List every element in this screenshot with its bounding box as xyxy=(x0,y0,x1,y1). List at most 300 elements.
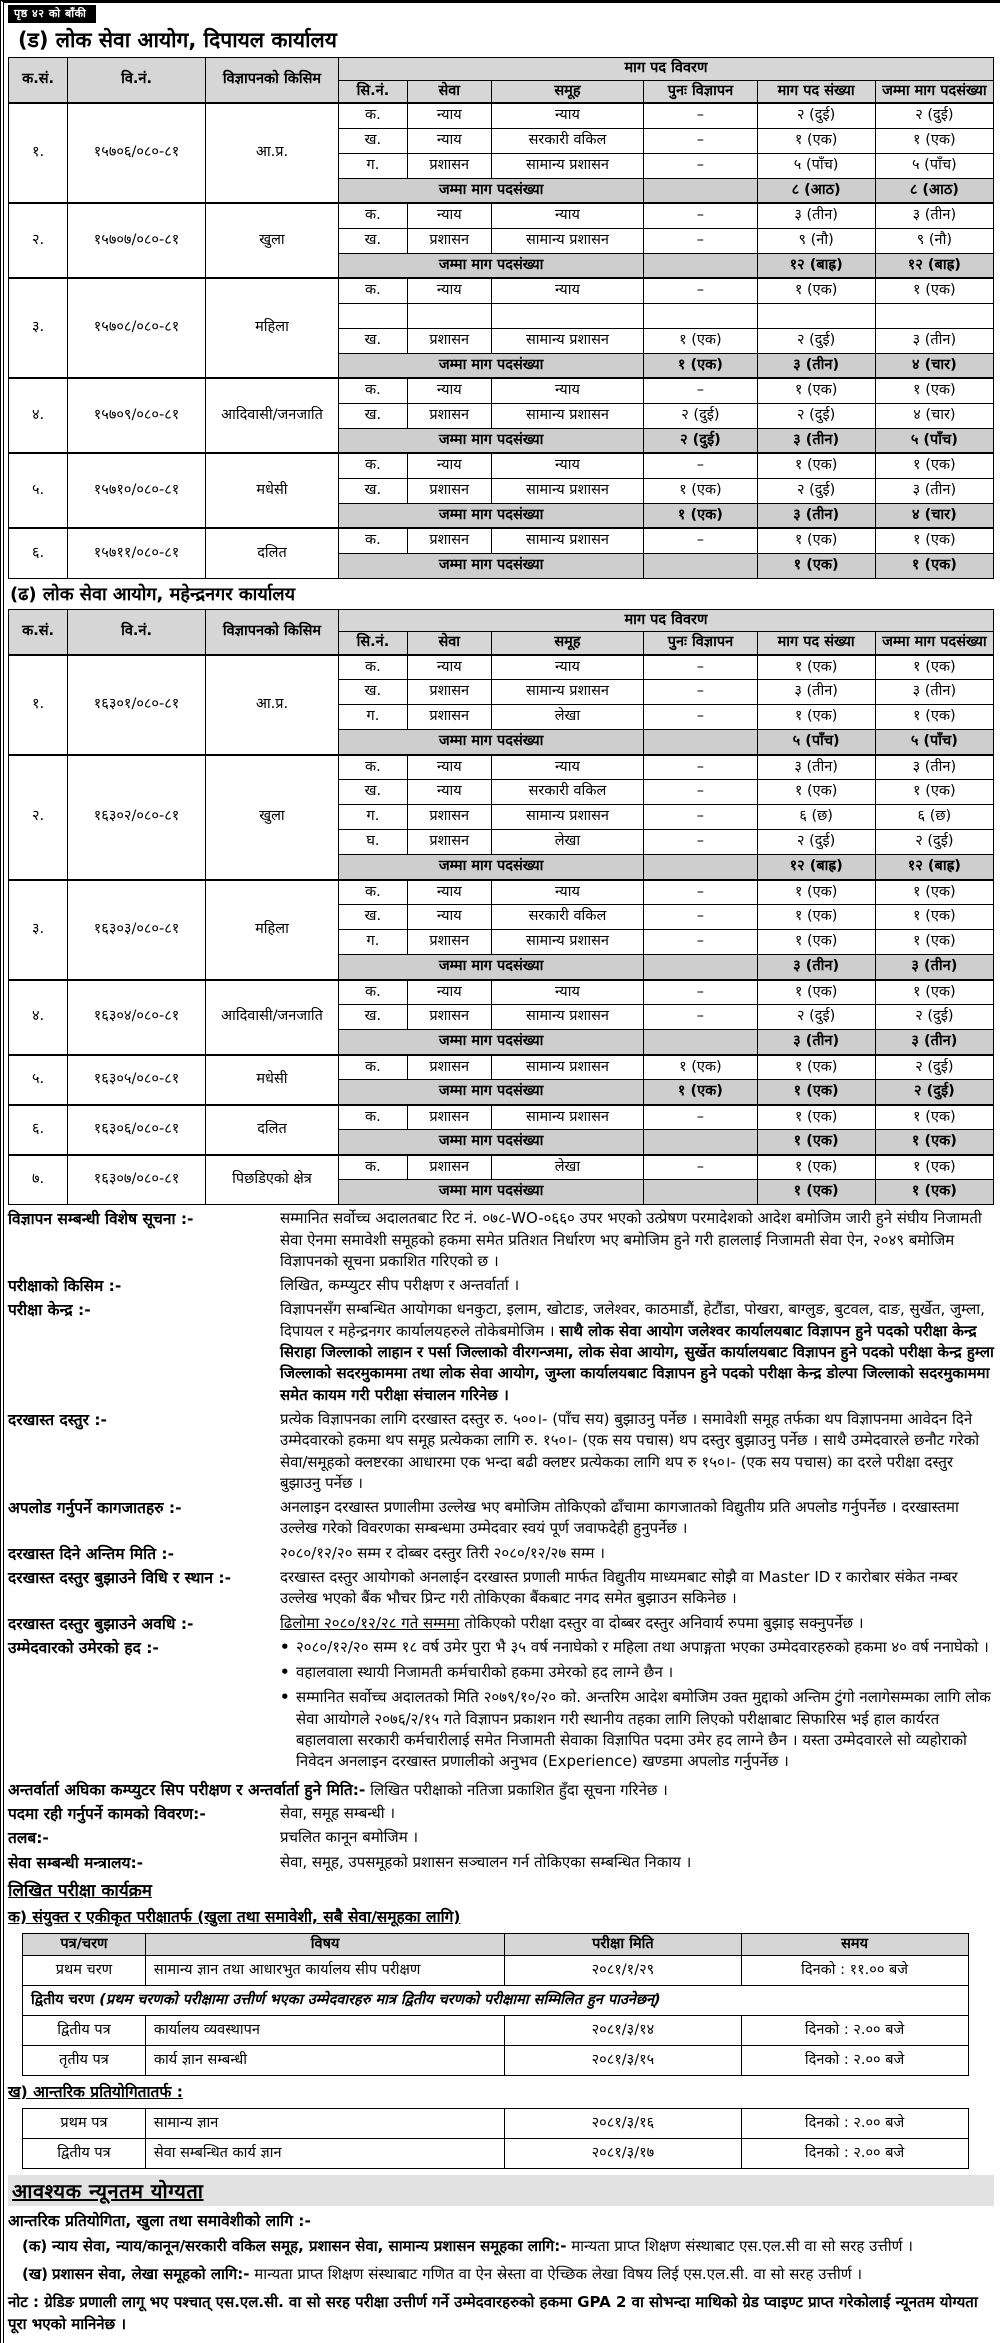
vacancy-sub-row xyxy=(9,980,994,1005)
total-demand-cell: ३ (तीन) xyxy=(757,955,875,980)
service-cell: प्रशासन xyxy=(407,1155,491,1180)
info-value xyxy=(280,1208,994,1273)
service-cell: न्याय xyxy=(407,103,491,128)
exam-date-cell: २०८१/३/१६ xyxy=(505,2109,741,2139)
total-grand-cell: २ (दुई) xyxy=(875,1080,993,1105)
demand-count-cell: १ (एक) xyxy=(757,980,875,1005)
qualification-note xyxy=(8,2292,994,2336)
total-grand-cell: १२ (बाह्र) xyxy=(875,855,993,880)
readvert-cell: – xyxy=(644,755,757,780)
paper-stage-cell: तृतीय पत्र xyxy=(23,2046,146,2076)
service-cell: न्याय xyxy=(407,453,491,478)
text-segment: ढिलोमा २०८०/१२/२८ गते सम्ममा xyxy=(280,1613,460,1632)
total-readvert-cell xyxy=(644,1180,757,1205)
sub-serial-cell: ख. xyxy=(338,128,407,153)
text-segment: २०८०/१२/२० सम्म १८ वर्ष उमेर पुरा भै ३५ वर्ष ननाघेको र महिला तथा अपाङ्गता भएका उम्मेदवारहरुको हकमा ४० वर्ष ननाघेको । xyxy=(296,1637,989,1656)
bullet-item xyxy=(280,1687,994,1772)
service-cell xyxy=(407,303,491,328)
exam-col-header: समय xyxy=(741,1933,968,1956)
sub-serial-cell: क. xyxy=(338,278,407,303)
readvert-cell: – xyxy=(644,1155,757,1180)
service-cell: प्रशासन xyxy=(407,930,491,955)
readvert-cell: – xyxy=(644,1005,757,1030)
advertisement-type-cell: महिला xyxy=(205,880,338,980)
total-readvert-cell xyxy=(644,1030,757,1055)
item-normal-text: मान्यता प्राप्त शिक्षण संस्थाबाट गणित वा ऐन स्रेस्ता वा ऐच्छिक लेखा विषय लिई एस.एल.सी. वा सो सरह उत्तीर्ण । xyxy=(249,2265,863,2284)
info-label: अन्तर्वार्ता अघिका कम्प्युटर सिप परीक्षण र अन्तर्वार्ता हुने मिति:- xyxy=(8,1780,366,1799)
serial-cell: ३. xyxy=(9,880,68,980)
sub-serial-cell: क. xyxy=(338,755,407,780)
advertisement-type-cell: खुला xyxy=(205,755,338,880)
subject-cell: सेवा सम्बन्धित कार्य ज्ञान xyxy=(145,2139,504,2169)
advertisement-number-cell: १६३०४/०८०-८१ xyxy=(68,980,206,1055)
paper-stage-cell: प्रथम पत्र xyxy=(23,2109,146,2139)
note-text: ग्रेडिङ प्रणाली लागू भए पश्चात् एस.एल.सी. वा सो सरह परीक्षा उत्तीर्ण गर्ने उम्मेदवारहरुको हकमा GPA 2 वा सोभन्दा माथिको ग्रेड प्वाइण्ट प्राप्त गरेकोलाई न्यूनतम योग्यता पूरा भएको मानिनेछ । xyxy=(8,2292,978,2333)
header-row-1 xyxy=(9,609,994,632)
readvert-cell: १ (एक) xyxy=(644,328,757,353)
total-count-cell: ४ (चार) xyxy=(875,403,993,428)
col-header: विज्ञापनको किसिम xyxy=(205,58,338,104)
vacancy-table-dipayal xyxy=(8,57,994,579)
demand-count-cell: २ (दुई) xyxy=(757,830,875,855)
exam-date-cell: २०८१/१/२९ xyxy=(505,1956,741,1986)
bullet-text xyxy=(296,1687,994,1772)
sub-col-header: जम्मा माग पदसंख्या xyxy=(875,632,993,655)
demand-header: माग पद विवरण xyxy=(338,58,993,81)
bullet-item xyxy=(280,1637,994,1658)
vacancy-sub-row xyxy=(9,755,994,780)
info-label: दरखास्त दस्तुर बुझाउने अवधि :- xyxy=(8,1614,194,1633)
serial-cell: ७. xyxy=(9,1155,68,1205)
info-paragraph xyxy=(280,1613,994,1634)
service-cell: प्रशासन xyxy=(407,403,491,428)
exam-row xyxy=(23,2016,969,2046)
exam-row xyxy=(23,2109,969,2139)
col-header: वि.नं. xyxy=(68,609,206,655)
group-cell: न्याय xyxy=(491,755,644,780)
total-count-cell: २ (दुई) xyxy=(875,830,993,855)
sub-serial-cell: क. xyxy=(338,103,407,128)
total-count-cell: २ (दुई) xyxy=(875,103,993,128)
group-cell: न्याय xyxy=(491,378,644,403)
text-segment: द्वितीय चरण xyxy=(31,1992,100,2009)
office-title-mahendranagar: (ढ) लोक सेवा आयोग, महेन्द्रनगर कार्यालय xyxy=(10,583,296,605)
serial-cell: ४. xyxy=(9,980,68,1055)
sub-col-header: माग पद संख्या xyxy=(757,632,875,655)
exam-time-cell: दिनको : २.०० बजे xyxy=(741,2046,968,2076)
advertisement-number-cell: १५७११/०८०-८१ xyxy=(68,528,206,578)
demand-header: माग पद विवरण xyxy=(338,609,993,632)
total-demand-cell: ५ (पाँच) xyxy=(757,730,875,755)
paper-stage-cell: द्वितीय पत्र xyxy=(23,2139,146,2169)
info-value xyxy=(280,1567,994,1611)
text-segment: विज्ञापनसँग सम्बन्धित आयोगका धनकुटा, इलाम, खोटाङ, जलेश्वर, काठमाडौं, हेटौंडा, पोखरा, बाग्लुङ, बुटवल, दाङ, सुर्खेत, जुम्ला, दिपायल र महेन्द्रनगर कार्यालयहरुले तोकेबमोजिम । xyxy=(280,1300,985,1340)
serial-cell: १. xyxy=(9,655,68,755)
total-demand-cell: ३ (तीन) xyxy=(757,353,875,378)
info-row xyxy=(8,1567,994,1611)
demand-count-cell xyxy=(757,303,875,328)
header-row-1 xyxy=(9,58,994,81)
total-count-cell: १ (एक) xyxy=(875,453,993,478)
group-cell: सामान्य प्रशासन xyxy=(491,930,644,955)
info-row xyxy=(8,1208,994,1273)
exam-row xyxy=(23,2046,969,2076)
group-cell: सामान्य प्रशासन xyxy=(491,403,644,428)
info-label: विज्ञापन सम्बन्धी विशेष सूचना :- xyxy=(8,1210,194,1229)
total-label-cell: जम्मा माग पदसंख्या xyxy=(338,553,643,578)
advertisement-number-cell: १६३०५/०८०-८१ xyxy=(68,1055,206,1105)
exam-row xyxy=(23,1986,969,2016)
note-label: नोट : xyxy=(8,2292,39,2311)
info-row xyxy=(8,1409,994,1495)
total-count-cell: १ (एक) xyxy=(875,880,993,905)
total-readvert-cell xyxy=(644,1130,757,1155)
text-segment: सेवा, समूह, उपसमूहको प्रशासन सञ्चालन गर्न तोकिएका सम्बन्धित निकाय । xyxy=(280,1852,692,1871)
exam-table-b xyxy=(8,2108,994,2169)
total-count-cell: १ (एक) xyxy=(875,780,993,805)
info-paragraph xyxy=(280,1409,994,1494)
sub-serial-cell: क. xyxy=(338,1055,407,1080)
item-text xyxy=(52,2236,913,2258)
total-count-cell xyxy=(875,303,993,328)
total-count-cell: १ (एक) xyxy=(875,930,993,955)
readvert-cell: – xyxy=(644,930,757,955)
readvert-cell: – xyxy=(644,378,757,403)
info-row xyxy=(8,1803,994,1825)
total-readvert-cell xyxy=(644,553,757,578)
info-row-inline xyxy=(8,1779,994,1801)
advertisement-number-cell: १५७०९/०८०-८१ xyxy=(68,378,206,453)
advertisement-number-cell: १६३०७/०८०-८१ xyxy=(68,1155,206,1205)
info-label: सेवा सम्बन्धी मन्त्रालय:- xyxy=(8,1853,144,1872)
readvert-cell: – xyxy=(644,128,757,153)
text-segment: तोकिएको परीक्षा दस्तुर वा दोब्बर दस्तुर अनिवार्य रुपमा बुझाइ सक्नुपर्नेछ । xyxy=(459,1613,864,1632)
info-paragraph xyxy=(280,1275,994,1296)
total-label-cell: जम्मा माग पदसंख्या xyxy=(338,1180,643,1205)
group-cell: सामान्य प्रशासन xyxy=(491,1005,644,1030)
service-cell: प्रशासन xyxy=(407,705,491,730)
sub-serial-cell: क. xyxy=(338,203,407,228)
demand-count-cell: २ (दुई) xyxy=(757,103,875,128)
text-segment: अनलाइन दरखास्त प्रणालीमा उल्लेख भए बमोजिम तोकिएको ढाँचामा कागजातको विद्युतीय प्रति अपलोड गर्नुपर्नेछ । दरखास्तमा उल्लेख गरेको विवरणका सम्बन्धमा उम्मेदवार स्वयं पूर्ण जवाफदेही हुनुपर्नेछ । xyxy=(280,1498,959,1538)
group-cell: न्याय xyxy=(491,453,644,478)
total-grand-cell: ३ (तीन) xyxy=(875,1030,993,1055)
total-count-cell: ३ (तीन) xyxy=(875,680,993,705)
vacancy-table-mahendranagar xyxy=(8,609,994,1206)
total-grand-cell: १ (एक) xyxy=(875,553,993,578)
group-cell: न्याय xyxy=(491,103,644,128)
exam-fullwidth-cell xyxy=(23,1986,969,2016)
advertisement-type-cell: पिछडिएको क्षेत्र xyxy=(205,1155,338,1205)
serial-cell: ४. xyxy=(9,378,68,453)
readvert-cell: – xyxy=(644,680,757,705)
serial-cell: ६. xyxy=(9,1105,68,1155)
total-label-cell: जम्मा माग पदसंख्या xyxy=(338,503,643,528)
item-bold-label: न्याय सेवा, न्याय/कानून/सरकारी वकिल समूह, प्रशासन सेवा, सामान्य प्रशासन समूहका लागि:- xyxy=(52,2237,567,2256)
total-readvert-cell: १ (एक) xyxy=(644,353,757,378)
advertisement-type-cell: आ.प्र. xyxy=(205,655,338,755)
col-header: वि.नं. xyxy=(68,58,206,104)
advertisement-type-cell: खुला xyxy=(205,203,338,278)
sub-serial-cell: ख. xyxy=(338,905,407,930)
info-value xyxy=(280,1299,994,1406)
sub-serial-cell: क. xyxy=(338,1105,407,1130)
text-segment: लिखित, कम्प्युटर सीप परीक्षण र अन्तर्वार्ता । xyxy=(280,1276,520,1295)
info-value xyxy=(280,1613,994,1635)
readvert-cell: – xyxy=(644,453,757,478)
vacancy-sub-row xyxy=(9,1055,994,1080)
group-cell: सामान्य प्रशासन xyxy=(491,680,644,705)
service-cell: न्याय xyxy=(407,755,491,780)
sub-col-header: पुनः विज्ञापन xyxy=(644,80,757,103)
info-label: तलब:- xyxy=(8,1829,49,1848)
exam-schedule-table xyxy=(22,2108,969,2169)
exam-table-a xyxy=(8,1933,994,2077)
service-cell: प्रशासन xyxy=(407,830,491,855)
total-count-cell: १ (एक) xyxy=(875,278,993,303)
readvert-cell xyxy=(644,303,757,328)
total-demand-cell: १२ (बाह्र) xyxy=(757,855,875,880)
demand-count-cell: १ (एक) xyxy=(757,780,875,805)
sub-col-header: सेवा xyxy=(407,632,491,655)
info-paragraph xyxy=(280,1208,994,1272)
demand-count-cell: २ (दुई) xyxy=(757,403,875,428)
item-marker: (क) xyxy=(22,2237,48,2256)
service-cell: प्रशासन xyxy=(407,478,491,503)
total-grand-cell: ४ (चार) xyxy=(875,503,993,528)
demand-count-cell: १ (एक) xyxy=(757,278,875,303)
readvert-cell: २ (दुई) xyxy=(644,403,757,428)
total-label-cell: जम्मा माग पदसंख्या xyxy=(338,855,643,880)
info-paragraph xyxy=(280,1567,994,1610)
vacancy-table xyxy=(8,609,994,1206)
demand-count-cell: १ (एक) xyxy=(757,1105,875,1130)
info-row xyxy=(8,1637,994,1777)
advertisement-number-cell: १६३०१/०८०-८१ xyxy=(68,655,206,755)
exam-time-cell: दिनको : ११.०० बजे xyxy=(741,1956,968,1986)
sub-serial-cell xyxy=(338,303,407,328)
sub-serial-cell: क. xyxy=(338,655,407,680)
vacancy-sub-row xyxy=(9,453,994,478)
total-readvert-cell xyxy=(644,253,757,278)
readvert-cell: – xyxy=(644,528,757,553)
total-demand-cell: १ (एक) xyxy=(757,1180,875,1205)
text-segment: दरखास्त दस्तुर आयोगको अनलाईन दरखास्त प्रणाली मार्फत विद्युतीय माध्यमबाट सोझै वा Master ID र कारोबार संकेत नम्बर उल्लेख भएको बैंक भौचर प्रिन्ट गरी तोकिएका बैंकबाट नगद समेत बुझाउन सकिनेछ । xyxy=(280,1568,958,1608)
total-label-cell: जम्मा माग पदसंख्या xyxy=(338,253,643,278)
item-marker: (ख) xyxy=(22,2265,48,2284)
total-demand-cell: १ (एक) xyxy=(757,553,875,578)
group-cell: सामान्य प्रशासन xyxy=(491,478,644,503)
readvert-cell: – xyxy=(644,103,757,128)
info-value xyxy=(280,1409,994,1495)
vacancy-sub-row xyxy=(9,528,994,553)
vacancy-sub-row xyxy=(9,378,994,403)
advertisement-type-cell: दलित xyxy=(205,1105,338,1155)
advertisement-number-cell: १५७०८/०८०-८१ xyxy=(68,278,206,378)
readvert-cell: – xyxy=(644,830,757,855)
service-cell: न्याय xyxy=(407,880,491,905)
readvert-cell: १ (एक) xyxy=(644,478,757,503)
exam-col-header: विषय xyxy=(145,1933,504,1956)
total-label-cell: जम्मा माग पदसंख्या xyxy=(338,955,643,980)
info-label: अपलोड गर्नुपर्ने कागजातहरु :- xyxy=(8,1499,182,1518)
readvert-cell: – xyxy=(644,780,757,805)
subject-cell: सामान्य ज्ञान xyxy=(145,2109,504,2139)
total-count-cell: २ (दुई) xyxy=(875,1005,993,1030)
advertisement-type-cell: आदिवासी/जनजाति xyxy=(205,980,338,1055)
total-readvert-cell xyxy=(644,855,757,880)
sub-serial-cell: ग. xyxy=(338,153,407,178)
info-label: परीक्षाको किसिम :- xyxy=(8,1277,122,1296)
total-grand-cell: ३ (तीन) xyxy=(875,955,993,980)
text-segment: सम्मानित सर्वोच्च अदालतको मिति २०७९/१०/२० को. अन्तरिम आदेश बमोजिम उक्त मुद्दाको अन्तिम टुंगो नलागेसम्मका लागि लोक सेवा आयोगले २०७६/२/१५ गते विज्ञापन प्रकाशन गरी स्थानीय तहका लागि लिएको परीक्षाबाट सिफारिस भई हाल कार्यरत बहालवाला सरकारी कर्मचारीलाई समेत निजामती सेवाका विज्ञापित पदमा उमेर हद लाग्ने छैन । यस्ता उम्मेदवारले सो व्यहोराको निवेदन अनलाइन दरखास्त प्रणालीको अनुभव (Experience) खण्डमा अपलोड गर्नुपर्नेछ । xyxy=(296,1688,991,1771)
demand-count-cell: २ (दुई) xyxy=(757,478,875,503)
service-cell: प्रशासन xyxy=(407,1055,491,1080)
info-row xyxy=(8,1497,994,1541)
service-cell: प्रशासन xyxy=(407,1105,491,1130)
advertisement-type-cell: आ.प्र. xyxy=(205,103,338,203)
notice-info-sections xyxy=(8,1208,994,1874)
sub-serial-cell: ख. xyxy=(338,478,407,503)
demand-count-cell: ५ (पाँच) xyxy=(757,153,875,178)
advertisement-type-cell: महिला xyxy=(205,278,338,378)
total-demand-cell: ३ (तीन) xyxy=(757,428,875,453)
info-row xyxy=(8,1827,994,1849)
exam-time-cell: दिनको : २.०० बजे xyxy=(741,2109,968,2139)
info-label: पदमा रही गर्नुपर्ने कामको विवरण:- xyxy=(8,1804,206,1823)
demand-count-cell: ३ (तीन) xyxy=(757,203,875,228)
info-label: उम्मेदवारको उमेरको हद :- xyxy=(8,1638,159,1657)
exam-col-header: परीक्षा मिति xyxy=(505,1933,741,1956)
text-segment: (प्रथम चरणको परीक्षामा उत्तीर्ण भएका उम्मेदवारहरु मात्र द्वितीय चरणको परीक्षामा सम्मिलित हुन पाउनेछन्) xyxy=(99,1992,661,2009)
text-segment: सेवा, समूह सम्बन्धी । xyxy=(280,1803,396,1822)
exam-schedule-table xyxy=(22,1933,969,2077)
sub-serial-cell: ख. xyxy=(338,780,407,805)
total-count-cell: १ (एक) xyxy=(875,705,993,730)
total-count-cell: ३ (तीन) xyxy=(875,203,993,228)
total-readvert-cell: १ (एक) xyxy=(644,1080,757,1105)
group-cell: सरकारी वकिल xyxy=(491,905,644,930)
qualification-heading: आवश्यक न्यूनतम योग्यता xyxy=(12,2179,204,2204)
total-count-cell: १ (एक) xyxy=(875,980,993,1005)
total-count-cell: १ (एक) xyxy=(875,655,993,680)
vacancy-table-head xyxy=(9,609,994,655)
advertisement-number-cell: १५७०७/०८०-८१ xyxy=(68,203,206,278)
readvert-cell: – xyxy=(644,278,757,303)
total-grand-cell: १ (एक) xyxy=(875,1130,993,1155)
qualification-subheading: आन्तरिक प्रतियोगिता, खुला तथा समावेशीको लागि :- xyxy=(8,2212,311,2231)
subject-cell: कार्यालय व्यवस्थापन xyxy=(145,2016,504,2046)
serial-cell: ६. xyxy=(9,528,68,578)
total-readvert-cell xyxy=(644,955,757,980)
service-cell: प्रशासन xyxy=(407,528,491,553)
service-cell: प्रशासन xyxy=(407,805,491,830)
service-cell: न्याय xyxy=(407,278,491,303)
group-cell: न्याय xyxy=(491,980,644,1005)
advertisement-number-cell: १५७०६/०८०-८१ xyxy=(68,103,206,203)
readvert-cell: – xyxy=(644,980,757,1005)
demand-count-cell: ९ (नौ) xyxy=(757,228,875,253)
readvert-cell: – xyxy=(644,880,757,905)
advertisement-type-cell: मधेसी xyxy=(205,1055,338,1105)
total-label-cell: जम्मा माग पदसंख्या xyxy=(338,353,643,378)
total-count-cell: १ (एक) xyxy=(875,1155,993,1180)
total-label-cell: जम्मा माग पदसंख्या xyxy=(338,730,643,755)
subject-cell: कार्य ज्ञान सम्बन्धी xyxy=(145,2046,504,2076)
service-cell: न्याय xyxy=(407,980,491,1005)
exam-header-row xyxy=(23,1933,969,1956)
total-count-cell: १ (एक) xyxy=(875,528,993,553)
info-label: दरखास्त दस्तुर :- xyxy=(8,1410,107,1429)
text-segment: लिखित परीक्षाको नतिजा प्रकाशित हुँदा सूचना गरिनेछ । xyxy=(365,1780,668,1799)
page-continuation-badge: पृष्ठ ४२ को बाँकी xyxy=(8,5,96,23)
total-label-cell: जम्मा माग पदसंख्या xyxy=(338,178,643,203)
readvert-cell: – xyxy=(644,655,757,680)
readvert-cell: – xyxy=(644,228,757,253)
service-cell: न्याय xyxy=(407,780,491,805)
info-paragraph xyxy=(280,1299,994,1405)
advertisement-number-cell: १६३०२/०८०-८१ xyxy=(68,755,206,880)
total-count-cell: १ (एक) xyxy=(875,1105,993,1130)
group-cell: सामान्य प्रशासन xyxy=(491,1105,644,1130)
service-cell: न्याय xyxy=(407,378,491,403)
readvert-cell: – xyxy=(644,153,757,178)
exam-col-header: पत्र/चरण xyxy=(23,1933,146,1956)
group-cell: न्याय xyxy=(491,203,644,228)
readvert-cell: – xyxy=(644,705,757,730)
total-count-cell: १ (एक) xyxy=(875,128,993,153)
advertisement-number-cell: १६३०३/०८०-८१ xyxy=(68,880,206,980)
advertisement-number-cell: १५७१०/०८०-८१ xyxy=(68,453,206,528)
exam-date-cell: २०८१/३/१४ xyxy=(505,2016,741,2046)
sub-serial-cell: ख. xyxy=(338,403,407,428)
info-value xyxy=(280,1852,994,1874)
info-label: दरखास्त दिने अन्तिम मिति :- xyxy=(8,1544,175,1563)
group-cell: लेखा xyxy=(491,830,644,855)
text-segment: प्रत्येक विज्ञापनका लागि दरखास्त दस्तुर रु. ५००।- (पाँच सय) बुझाउनु पर्नेछ । समावेशी समूह तर्फका थप विज्ञापनमा आवेदन दिने उम्मेदवारको हकमा थप समूह प्रत्येकका लागि रु. १५०।- (एक सय पचास) थप दस्तुर बुझाउनु पर्नेछ । साथै उम्मेदवारले छनौट गरेको सेवा/समूहको क्लष्टरका आधारमा एक भन्दा बढी क्लष्टर प्रत्येकका लागि थप रु १५०।- (एक सय पचास) का दरले परीक्षा दस्तुर बुझाउनु पर्नेछ । xyxy=(280,1409,980,1492)
total-readvert-cell xyxy=(644,730,757,755)
total-count-cell: १ (एक) xyxy=(875,905,993,930)
serial-cell: ५. xyxy=(9,1055,68,1105)
demand-count-cell: २ (दुई) xyxy=(757,1005,875,1030)
sub-col-header: समूह xyxy=(491,632,644,655)
service-cell: प्रशासन xyxy=(407,680,491,705)
serial-cell: २. xyxy=(9,203,68,278)
total-label-cell: जम्मा माग पदसंख्या xyxy=(338,428,643,453)
info-row xyxy=(8,1852,994,1874)
group-cell: सामान्य प्रशासन xyxy=(491,153,644,178)
info-value xyxy=(280,1497,994,1541)
demand-count-cell: १ (एक) xyxy=(757,528,875,553)
service-cell: न्याय xyxy=(407,128,491,153)
col-header: क.सं. xyxy=(9,58,68,104)
item-text xyxy=(52,2264,862,2286)
info-label: दरखास्त दस्तुर बुझाउने विधि र स्थान :- xyxy=(8,1569,232,1587)
written-exam-heading: लिखित परीक्षा कार्यक्रम xyxy=(8,1880,152,1901)
total-label-cell: जम्मा माग पदसंख्या xyxy=(338,1030,643,1055)
sub-col-header: समूह xyxy=(491,80,644,103)
sub-serial-cell: ख. xyxy=(338,228,407,253)
bullet-icon: • xyxy=(280,1663,290,1682)
advertisement-type-cell: मधेसी xyxy=(205,453,338,528)
total-grand-cell: ४ (चार) xyxy=(875,353,993,378)
vacancy-sub-row xyxy=(9,103,994,128)
total-readvert-cell xyxy=(644,178,757,203)
total-readvert-cell: २ (दुई) xyxy=(644,428,757,453)
col-header: विज्ञापनको किसिम xyxy=(205,609,338,655)
readvert-cell: – xyxy=(644,805,757,830)
total-count-cell: ९ (नौ) xyxy=(875,228,993,253)
